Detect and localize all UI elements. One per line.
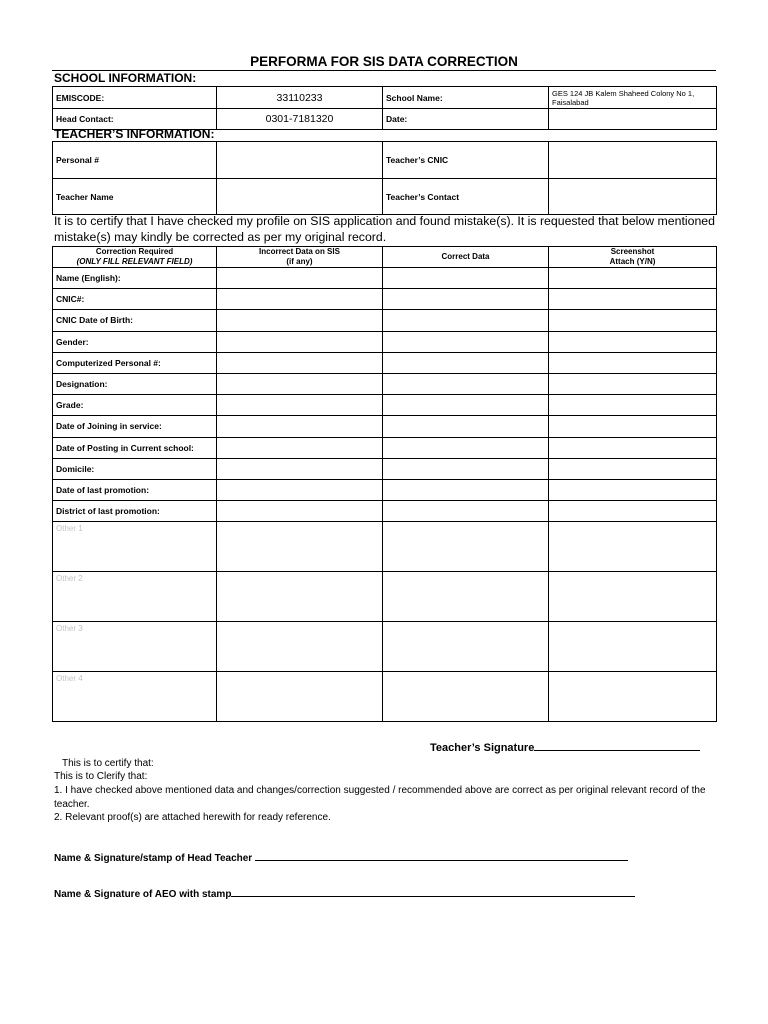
table-row [53,522,717,572]
field-label: Gender: [53,331,217,352]
correct-data-cell[interactable] [383,395,549,416]
incorrect-data-cell[interactable] [217,522,383,572]
screenshot-cell[interactable] [549,352,717,373]
head-teacher-signature-line[interactable] [255,860,628,861]
aeo-signature [54,889,635,900]
screenshot-note: Attach (Y/N) [609,257,656,266]
field-label: Designation: [53,373,217,394]
incorrect-data-cell[interactable] [217,416,383,437]
incorrect-data-cell[interactable] [217,672,383,722]
school-info-heading: SCHOOL INFORMATION: [54,71,197,85]
correction-required-header [53,247,217,268]
screenshot-cell[interactable] [549,416,717,437]
certify-line: This is to certify that: [62,758,154,769]
incorrect-data-cell[interactable] [217,373,383,394]
field-label: Date of Posting in Current school: [53,437,217,458]
screenshot-title: Screenshot [610,247,655,256]
field-label: CNIC Date of Birth: [53,310,217,331]
field-label: Date of last promotion: [53,479,217,500]
table-row [53,289,717,310]
head-teacher-signature [54,853,628,864]
other-field-input[interactable]: Other 1 [53,522,217,572]
screenshot-cell[interactable] [549,437,717,458]
table-row [53,352,717,373]
correction-required-note: (ONLY FILL RELEVANT FIELD) [76,257,193,266]
field-label: Domicile: [53,458,217,479]
field-label: Computerized Personal #: [53,352,217,373]
correct-data-cell[interactable] [383,501,549,522]
screenshot-cell[interactable] [549,373,717,394]
correct-data-cell[interactable] [383,416,549,437]
head-contact-value[interactable]: 0301-7181320 [217,109,383,130]
teacher-info-heading: TEACHER’S INFORMATION: [54,127,215,141]
screenshot-cell[interactable] [549,672,717,722]
other-field-input[interactable]: Other 3 [53,622,217,672]
school-info-table [52,86,717,130]
personal-number-label: Personal # [53,142,217,179]
table-row [53,437,717,458]
correct-data-cell[interactable] [383,622,549,672]
field-label: CNIC#: [53,289,217,310]
table-row [53,501,717,522]
certification-statement: It is to certify that I have checked my profile on SIS application and found mistake(s). It is requested that below mentioned mistake(s) may kindly be corrected as per my original record. [54,214,715,244]
incorrect-data-cell[interactable] [217,331,383,352]
screenshot-cell[interactable] [549,395,717,416]
aeo-signature-line[interactable] [231,896,635,897]
teacher-cnic-value[interactable] [549,142,717,179]
table-row [53,416,717,437]
form-title: PERFORMA FOR SIS DATA CORRECTION [250,54,518,69]
teacher-name-value[interactable] [217,179,383,215]
screenshot-cell[interactable] [549,572,717,622]
table-row [53,572,717,622]
head-teacher-signature-label: Name & Signature/stamp of Head Teacher [54,853,253,864]
table-row [53,622,717,672]
incorrect-data-cell[interactable] [217,458,383,479]
screenshot-cell[interactable] [549,522,717,572]
correct-data-cell[interactable] [383,352,549,373]
incorrect-data-title: Incorrect Data on SIS [259,247,340,256]
head-contact-label: Head Contact: [53,109,217,130]
table-row [53,373,717,394]
teacher-name-label: Teacher Name [53,179,217,215]
incorrect-data-note: (if any) [286,257,313,266]
date-value[interactable] [549,109,717,130]
correct-data-header: Correct Data [383,247,549,268]
emiscode-value[interactable]: 33110233 [217,87,383,109]
incorrect-data-cell[interactable] [217,572,383,622]
teacher-info-table [52,141,717,215]
other-field-input[interactable]: Other 2 [53,572,217,622]
teacher-signature [430,742,700,754]
correct-data-cell[interactable] [383,310,549,331]
personal-number-value[interactable] [217,142,383,179]
screenshot-cell[interactable] [549,331,717,352]
screenshot-cell[interactable] [549,501,717,522]
screenshot-cell[interactable] [549,310,717,331]
teacher-contact-value[interactable] [549,179,717,215]
incorrect-data-cell[interactable] [217,479,383,500]
incorrect-data-cell[interactable] [217,289,383,310]
correct-data-cell[interactable] [383,268,549,289]
teacher-signature-label: Teacher’s Signature [430,742,535,754]
correct-data-cell[interactable] [383,522,549,572]
teacher-contact-label: Teacher’s Contact [383,179,549,215]
date-label: Date: [383,109,549,130]
emiscode-label: EMISCODE: [53,87,217,109]
correct-data-cell[interactable] [383,458,549,479]
incorrect-data-cell[interactable] [217,501,383,522]
screenshot-cell[interactable] [549,622,717,672]
teacher-cnic-label: Teacher’s CNIC [383,142,549,179]
incorrect-data-cell[interactable] [217,268,383,289]
screenshot-cell[interactable] [549,479,717,500]
school-name-label: School Name: [383,87,549,109]
table-row [53,310,717,331]
correct-data-cell[interactable] [383,572,549,622]
field-label: Grade: [53,395,217,416]
table-row [53,331,717,352]
other-field-input[interactable]: Other 4 [53,672,217,722]
correct-data-cell[interactable] [383,331,549,352]
school-name-value[interactable]: GES 124 JB Kalem Shaheed Colony No 1, Faisalabad [549,87,717,109]
table-row [53,479,717,500]
field-label: Date of Joining in service: [53,416,217,437]
correction-required-title: Correction Required [95,247,174,256]
declaration-point-1: 1. I have checked above mentioned data and changes/correction suggested / recommended above are correct as per original relevant record of the teacher. [54,785,706,810]
incorrect-data-header [217,247,383,268]
declaration-point-2: 2. Relevant proof(s) are attached herewith for ready reference. [54,812,331,823]
correct-data-cell[interactable] [383,672,549,722]
correct-data-cell[interactable] [383,437,549,458]
screenshot-cell[interactable] [549,268,717,289]
teacher-signature-line[interactable] [534,750,700,751]
field-label: Name (English): [53,268,217,289]
table-row [53,672,717,722]
incorrect-data-cell[interactable] [217,395,383,416]
correct-data-cell[interactable] [383,479,549,500]
screenshot-cell[interactable] [549,289,717,310]
table-row [53,458,717,479]
screenshot-header [549,247,717,268]
table-row [53,268,717,289]
clerify-line: This is to Clerify that: [54,771,148,782]
aeo-signature-label: Name & Signature of AEO with stamp [54,889,232,900]
incorrect-data-cell[interactable] [217,437,383,458]
correct-data-cell[interactable] [383,289,549,310]
incorrect-data-cell[interactable] [217,622,383,672]
correction-table [52,246,717,722]
correction-rows [53,268,717,722]
table-row [53,395,717,416]
screenshot-cell[interactable] [549,458,717,479]
correct-data-cell[interactable] [383,373,549,394]
incorrect-data-cell[interactable] [217,310,383,331]
incorrect-data-cell[interactable] [217,352,383,373]
field-label: District of last promotion: [53,501,217,522]
